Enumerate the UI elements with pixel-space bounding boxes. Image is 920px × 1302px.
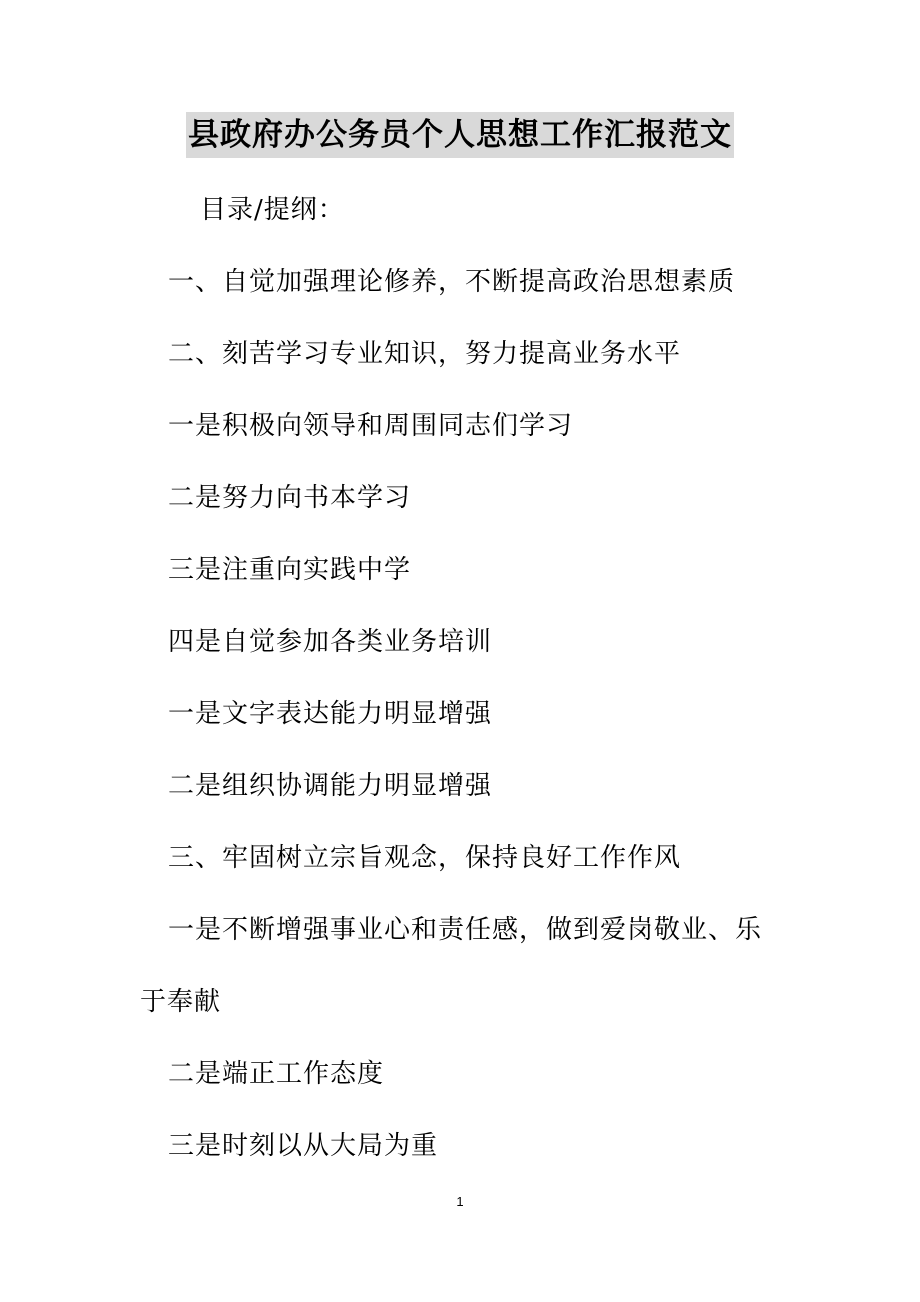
outline-item-wrapped-line-2: 于奉献 (140, 987, 222, 1017)
outline-item: 一是积极向领导和周围同志们学习 (168, 411, 574, 441)
outline-item: 二是努力向书本学习 (168, 483, 412, 513)
outline-section-3: 三、牢固树立宗旨观念，保持良好工作作风 (168, 843, 682, 873)
outline-item: 二是端正工作态度 (168, 1059, 385, 1089)
outline-item: 三是注重向实践中学 (168, 555, 412, 585)
title-container (0, 112, 920, 158)
outline-item: 一是文字表达能力明显增强 (168, 699, 493, 729)
toc-heading: 目录/提纲： (200, 195, 345, 225)
outline-item: 四是自觉参加各类业务培训 (168, 627, 493, 657)
document-title: 县政府办公务员个人思想工作汇报范文 (186, 112, 734, 158)
outline-item: 二是组织协调能力明显增强 (168, 771, 493, 801)
outline-item: 三是时刻以从大局为重 (168, 1131, 439, 1161)
outline-section-2: 二、刻苦学习专业知识，努力提高业务水平 (168, 339, 682, 369)
outline-section-1: 一、自觉加强理论修养，不断提高政治思想素质 (168, 267, 736, 297)
page-number: 1 (456, 1194, 464, 1209)
outline-item-wrapped-line-1: 一是不断增强事业心和责任感，做到爱岗敬业、乐 (168, 915, 763, 945)
